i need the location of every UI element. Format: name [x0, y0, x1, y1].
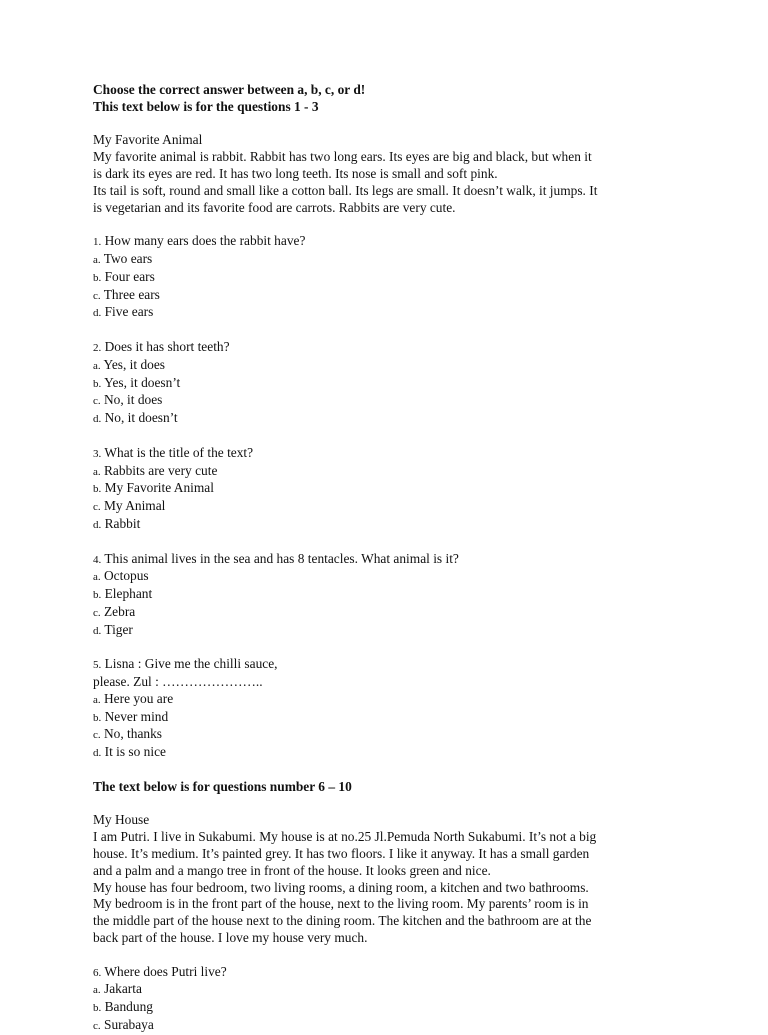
option-text: Never mind [104, 708, 169, 724]
option-c [93, 1017, 693, 1035]
question-text: Does it has short teeth? [104, 338, 230, 354]
passage2-line: the middle part of the house next to the dining room. The kitchen and the bathroom are at the [93, 913, 592, 929]
option-c [93, 287, 693, 305]
question-number: 1. [93, 236, 102, 249]
option-text: Tiger [104, 621, 133, 637]
question-5 [93, 656, 693, 762]
passage1-title: My Favorite Animal [93, 132, 203, 148]
passage2-line: back part of the house. I love my house very much. [93, 930, 368, 946]
option-b [93, 269, 693, 287]
passage2-body [93, 829, 693, 947]
question-number: 6. [93, 966, 102, 979]
passage1-line: My favorite animal is rabbit. Rabbit has two long ears. Its eyes are big and black, but when it [93, 149, 592, 165]
option-letter: c. [93, 729, 101, 742]
question-number: 2. [93, 341, 102, 354]
option-b [93, 375, 693, 393]
option-letter: d. [93, 518, 102, 531]
passage2-line: house. It’s medium. It’s painted grey. It has two floors. I like it anyway. It has a small garden [93, 846, 590, 862]
option-letter: c. [93, 289, 101, 302]
section1-heading: This text below is for the questions 1 - 3 [93, 98, 319, 114]
option-letter: d. [93, 624, 102, 637]
passage2-line: I am Putri. I live in Sukabumi. My house is at no.25 Jl.Pemuda North Sukabumi. It’s not a big [93, 829, 597, 845]
option-text: Five ears [104, 304, 154, 320]
question-1 [93, 233, 693, 322]
option-letter: a. [93, 693, 101, 706]
option-text: Elephant [104, 586, 153, 602]
option-text: Jakarta [104, 981, 142, 997]
option-text: Two ears [103, 250, 153, 266]
option-letter: b. [93, 589, 102, 602]
worksheet-page [93, 82, 693, 1035]
option-text: No, thanks [104, 726, 163, 742]
option-text: Four ears [104, 268, 155, 284]
question-number: 4. [93, 553, 102, 566]
question-text: What is the title of the text? [104, 444, 254, 460]
option-c [93, 392, 693, 410]
option-letter: c. [93, 606, 101, 619]
option-c [93, 498, 693, 516]
question-text: Where does Putri live? [104, 963, 227, 979]
option-a [93, 691, 693, 709]
option-b [93, 709, 693, 727]
option-c [93, 726, 693, 744]
option-letter: d. [93, 413, 102, 426]
passage2-line: and a palm and a mango tree in front of the house. It looks green and nice. [93, 862, 491, 878]
instruction: Choose the correct answer between a, b, c, or d! [93, 82, 366, 97]
option-a [93, 568, 693, 586]
option-letter: c. [93, 1020, 101, 1033]
option-letter: a. [93, 253, 101, 266]
question-number: 5. [93, 659, 102, 672]
option-text: Octopus [104, 568, 149, 584]
option-c [93, 604, 693, 622]
option-a [93, 463, 693, 481]
passage1-line: is vegetarian and its favorite food are carrots. Rabbits are very cute. [93, 199, 456, 215]
option-letter: b. [93, 483, 102, 496]
option-text: No, it doesn’t [104, 410, 178, 426]
option-letter: c. [93, 395, 101, 408]
option-letter: a. [93, 465, 101, 478]
option-b [93, 999, 693, 1017]
question-6 [93, 964, 693, 1035]
option-d [93, 410, 693, 428]
option-a [93, 357, 693, 375]
question-2 [93, 339, 693, 428]
section2-heading: The text below is for questions number 6 – 10 [93, 778, 352, 794]
option-text: My Animal [104, 498, 166, 514]
option-letter: d. [93, 307, 102, 320]
option-letter: a. [93, 984, 101, 997]
option-text: Yes, it does [103, 356, 166, 372]
option-d [93, 622, 693, 640]
option-a [93, 981, 693, 999]
option-text: My Favorite Animal [104, 480, 214, 496]
option-letter: b. [93, 711, 102, 724]
option-text: Rabbits are very cute [104, 462, 218, 478]
question-4 [93, 551, 693, 640]
option-text: Three ears [103, 286, 160, 302]
option-b [93, 480, 693, 498]
option-text: Here you are [104, 690, 174, 706]
option-text: Zebra [104, 603, 136, 619]
option-letter: a. [93, 359, 101, 372]
option-letter: b. [93, 1002, 102, 1015]
passage2-line: My house has four bedroom, two living rooms, a dining room, a kitchen and two bathrooms. [93, 879, 589, 895]
option-text: No, it does [104, 392, 163, 408]
option-d [93, 304, 693, 322]
option-letter: c. [93, 501, 101, 514]
question-number: 3. [93, 447, 102, 460]
passage1-line: Its tail is soft, round and small like a cotton ball. Its legs are small. It doesn’t walk, it jumps. It [93, 182, 598, 198]
passage2-line: My bedroom is in the front part of the house, next to the living room. My parents’ room is in [93, 896, 589, 912]
question-text: This animal lives in the sea and has 8 tentacles. What animal is it? [104, 550, 459, 566]
passage1-line: is dark its eyes are red. It has two long teeth. Its nose is small and soft pink. [93, 165, 498, 181]
option-letter: d. [93, 747, 102, 760]
passage2-title: My House [93, 812, 150, 828]
passage1-body [93, 149, 693, 216]
option-text: Yes, it doesn’t [104, 374, 181, 390]
question-text: How many ears does the rabbit have? [104, 233, 306, 249]
option-text: Surabaya [104, 1017, 154, 1033]
option-d [93, 516, 693, 534]
option-text: Bandung [104, 999, 153, 1015]
option-letter: a. [93, 571, 101, 584]
option-text: It is so nice [104, 744, 166, 760]
question-text-continued: please. Zul : ………………….. [93, 674, 263, 690]
option-a [93, 251, 693, 269]
option-b [93, 586, 693, 604]
option-d [93, 744, 693, 762]
option-text: Rabbit [104, 515, 141, 531]
option-letter: b. [93, 271, 102, 284]
question-3 [93, 445, 693, 534]
option-letter: b. [93, 377, 102, 390]
question-text: Lisna : Give me the chilli sauce, [104, 656, 278, 672]
